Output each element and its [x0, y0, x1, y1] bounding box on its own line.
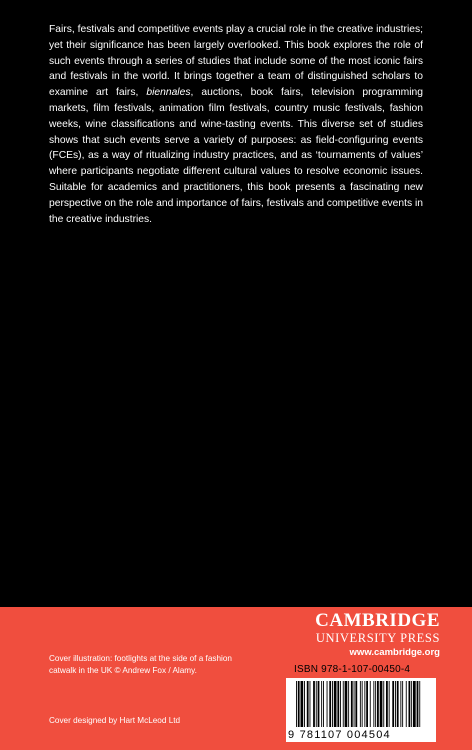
barcode-bars	[296, 681, 426, 727]
cover-illustration-credit: Cover illustration: footlights at the side of a fashion catwalk in the UK © Andrew Fox / Alamy.	[49, 654, 232, 675]
blurb-italic-term: biennales	[146, 87, 191, 99]
blurb-text	[49, 22, 423, 227]
footer-band	[0, 607, 472, 750]
blurb-part-2: , auctions, book fairs, television programming markets, film festivals, animation film festivals, country music festivals, fashion weeks, wine classifications and wine-tasting events. This diverse set of studies shows that such events serve a variety of purposes: as field-configuring events (FCEs), as a way of ritualizing industry practices, and as ‘tournaments of values’ where participants negotiate different cultural values to resolve economic issues. Suitable for academics and practitioners, this book presents a fascinating new perspective on the role and importance of fairs, festivals and competitive events in the creative industries.	[49, 87, 423, 225]
blurb-part-1: Fairs, festivals and competitive events play a crucial role in the creative industries; yet their significance has been largely overlooked. This book explores the role of such events through a series of studies that include some of the most iconic fairs and festivals in the world. It brings together a team of distinguished scholars to examine art fairs,	[49, 24, 423, 99]
publisher-logo	[315, 611, 440, 659]
barcode-digits: 9 781107 004504	[288, 729, 391, 741]
isbn-label: ISBN 978-1-107-00450-4	[294, 664, 411, 675]
publisher-url: www.cambridge.org	[349, 647, 440, 658]
publisher-name: CAMBRIDGE	[315, 610, 440, 631]
barcode	[286, 678, 436, 742]
publisher-subtitle: UNIVERSITY PRESS	[315, 631, 440, 645]
cover-design-credit: Cover designed by Hart McLeod Ltd	[49, 716, 181, 725]
